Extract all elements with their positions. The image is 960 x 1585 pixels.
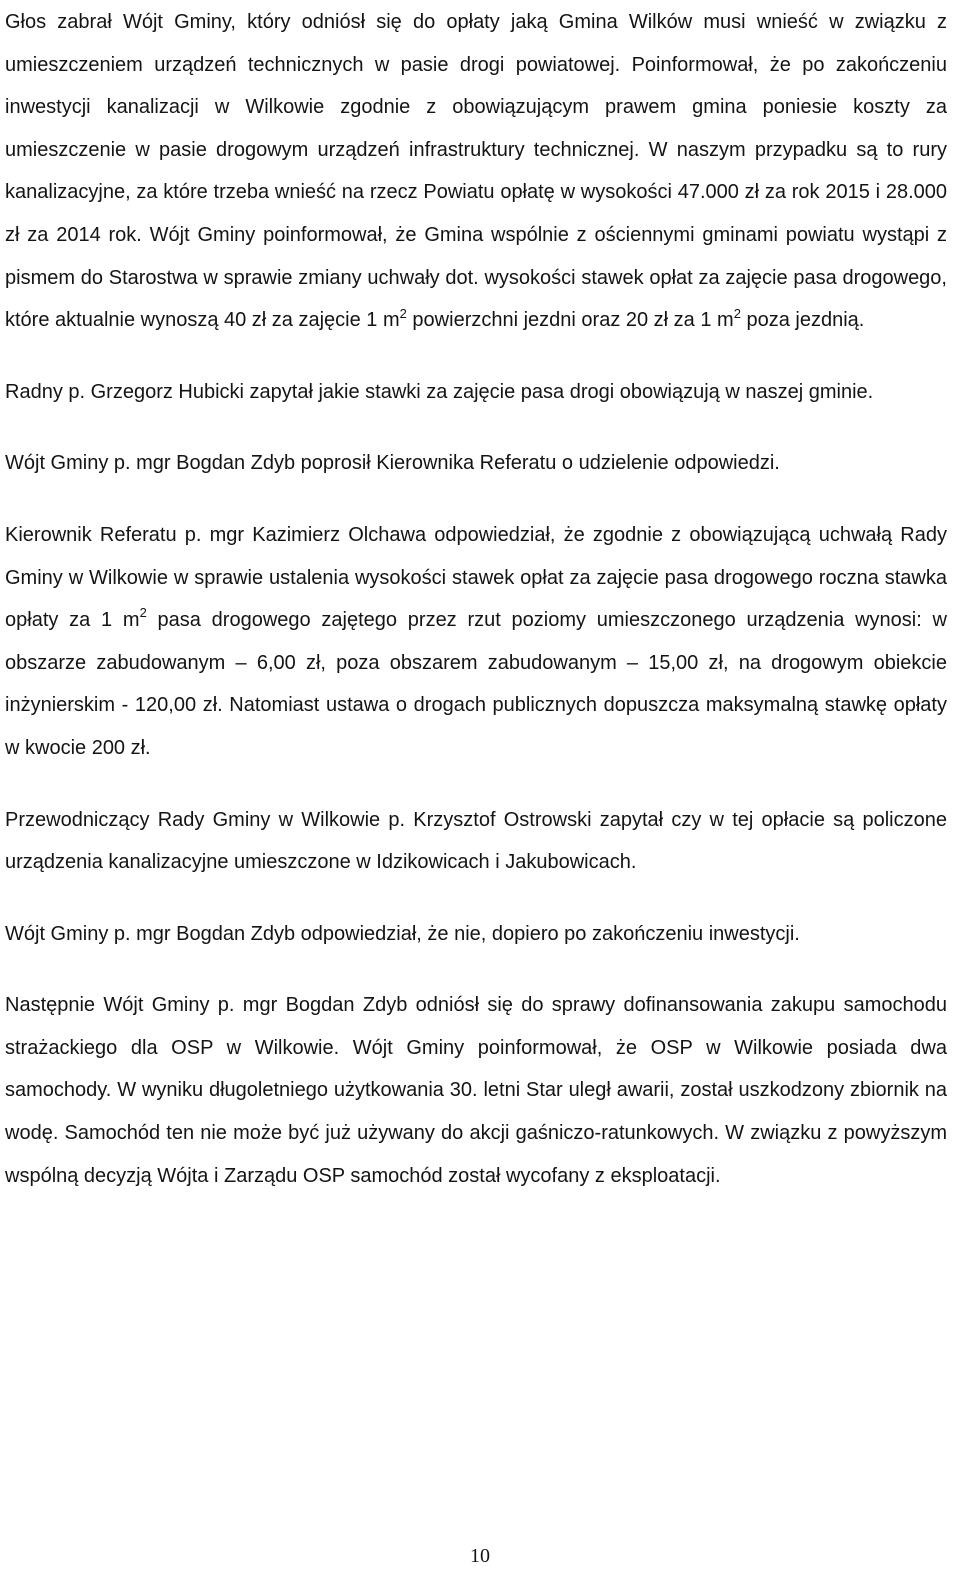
paragraph-wojt-odpowiedz — [5, 913, 947, 956]
paragraph-text: Głos zabrał Wójt Gminy, który odniósł się do opłaty jaką Gmina Wilków musi wnieść w związku z umieszczeniem urządzeń technicznych w pasie drogi powiatowej. Poinformował, że po zakończeniu inwestycji kanalizacji w Wilkowie zgodnie z obowiązującym prawem gmina poniesie koszty za umieszczenie w pasie drogowym urządzeń infrastruktury technicznej. W naszym przypadku są to rury kanalizacyjne, za które trzeba wnieść na rzecz Powiatu opłatę w wysokości 47.000 zł za rok 2015 i 28.000 zł za 2014 rok. Wójt Gminy poinformował, że Gmina wspólnie z ościennymi gminami powiatu wystąpi z pismem do Starostwa w sprawie zmiany uchwały dot. wysokości stawek opłat za zajęcie pasa drogowego, które aktualnie wynoszą 40 zł za zajęcie 1 m — [5, 11, 947, 332]
paragraph-text: Przewodniczący Rady Gminy w Wilkowie p. Krzysztof Ostrowski zapytał czy w tej opłacie są policzone urządzenia kanalizacyjne umieszczone w Idzikowicach i Jakubowicach. — [5, 808, 947, 874]
paragraph-text: powierzchni jezdni oraz 20 zł za 1 m — [406, 309, 734, 332]
paragraph-radny-hubicki — [5, 371, 947, 414]
paragraph-text: Radny p. Grzegorz Hubicki zapytał jakie stawki za zajęcie pasa drogi obowiązują w naszej gminie. — [5, 380, 874, 403]
paragraph-text: Kierownik Referatu p. mgr Kazimierz Olchawa odpowiedział, że zgodnie z obowiązującą uchwałą Rady Gminy w Wilkowie w sprawie ustalenia wysokości stawek opłat za zajęcie pasa drogowego roczna stawka opłaty za 1 m — [5, 523, 947, 632]
document-page — [5, 0, 947, 1197]
paragraph-wojt-osp — [5, 984, 947, 1197]
paragraph-text: Następnie Wójt Gminy p. mgr Bogdan Zdyb odniósł się do sprawy dofinansowania zakupu samochodu strażackiego dla OSP w Wilkowie. Wójt Gminy poinformował, że OSP w Wilkowie posiada dwa samochody. W wyniku długoletniego użytkowania 30. letni Star uległ awarii, został uszkodzony zbiornik na wodę. Samochód ten nie może być już używany do akcji gaśniczo-ratunkowych. W związku z powyższym wspólną decyzją Wójta i Zarządu OSP samochód został wycofany z eksploatacji. — [5, 994, 947, 1187]
superscript: 2 — [399, 305, 407, 321]
document-body — [5, 1, 947, 1197]
page-number: 10 — [470, 1545, 490, 1567]
paragraph-text: Wójt Gminy p. mgr Bogdan Zdyb poprosił Kierownika Referatu o udzielenie odpowiedzi. — [5, 452, 780, 475]
superscript: 2 — [733, 305, 741, 321]
paragraph-wojt-oplata — [5, 1, 947, 342]
paragraph-kierownik-odpowiedz — [5, 514, 947, 770]
paragraph-text: Wójt Gminy p. mgr Bogdan Zdyb odpowiedział, że nie, dopiero po zakończeniu inwestycji. — [5, 922, 800, 945]
paragraph-wojt-poprosil — [5, 442, 947, 485]
superscript: 2 — [139, 605, 147, 621]
paragraph-text: pasa drogowego zajętego przez rzut poziomy umieszczonego urządzenia wynosi: w obszarze zabudowanym – 6,00 zł, poza obszarem zabudowanym – 15,00 zł, na drogowym obiekcie inżynierskim - 120,00 zł. Natomiast ustawa o drogach publicznych dopuszcza maksymalną stawkę opłaty w kwocie 200 zł. — [5, 609, 947, 759]
paragraph-text: poza jezdnią. — [740, 309, 865, 332]
paragraph-przewodniczacy-pytanie — [5, 799, 947, 884]
